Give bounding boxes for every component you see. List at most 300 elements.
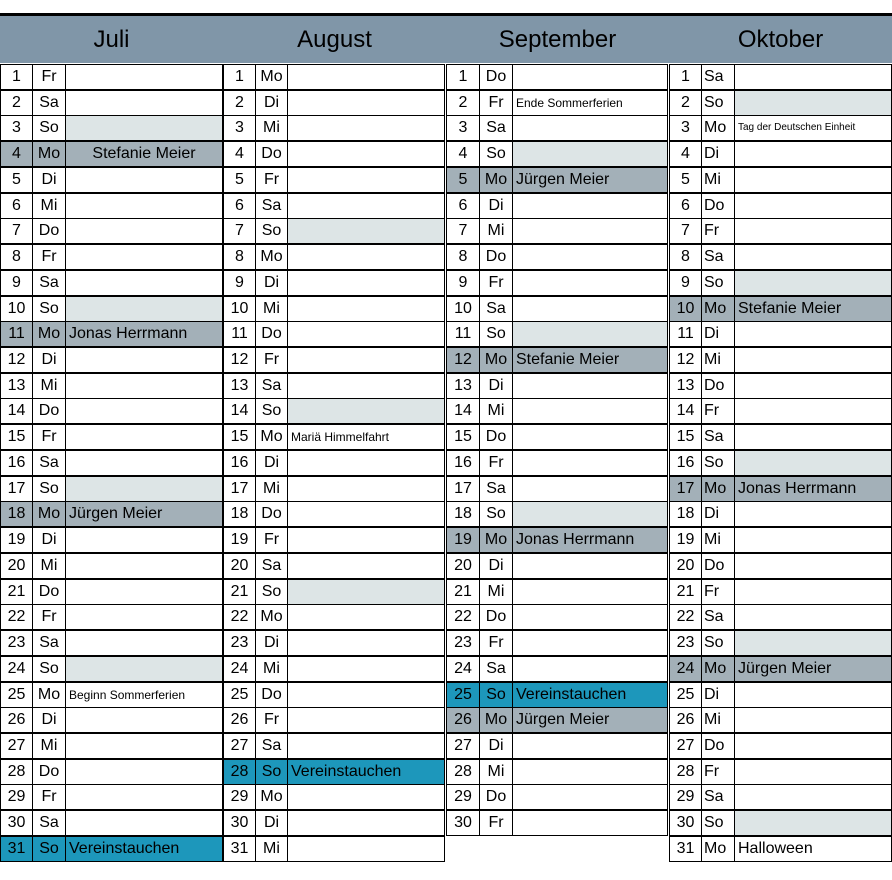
day-note bbox=[734, 373, 892, 399]
day-number: 28 bbox=[223, 759, 256, 785]
day-row bbox=[669, 296, 892, 322]
day-note bbox=[65, 604, 223, 630]
day-number: 20 bbox=[0, 553, 33, 579]
weekday: Mi bbox=[32, 733, 66, 759]
day-number: 18 bbox=[0, 501, 33, 527]
day-number: 27 bbox=[669, 733, 702, 759]
day-note bbox=[287, 373, 445, 399]
day-row bbox=[0, 759, 223, 785]
day-number: 6 bbox=[446, 193, 480, 219]
weekday: Mo bbox=[255, 604, 288, 630]
day-number: 5 bbox=[0, 167, 33, 193]
weekday: Mo bbox=[701, 656, 735, 682]
day-number: 22 bbox=[446, 604, 480, 630]
day-row bbox=[446, 373, 668, 399]
weekday: Mi bbox=[479, 218, 513, 244]
day-number: 4 bbox=[669, 141, 702, 167]
day-number: 11 bbox=[223, 321, 256, 347]
day-note bbox=[287, 141, 445, 167]
day-note bbox=[287, 707, 445, 733]
day-row bbox=[0, 682, 223, 708]
day-note bbox=[287, 784, 445, 810]
day-number: 21 bbox=[669, 579, 702, 605]
weekday: Di bbox=[32, 347, 66, 373]
day-number: 22 bbox=[669, 604, 702, 630]
day-row bbox=[669, 90, 892, 116]
day-note: Stefanie Meier bbox=[65, 141, 223, 167]
weekday: So bbox=[701, 450, 735, 476]
day-row bbox=[223, 373, 445, 399]
day-note bbox=[512, 810, 668, 836]
day-number: 12 bbox=[0, 347, 33, 373]
day-note bbox=[65, 707, 223, 733]
day-row bbox=[669, 630, 892, 656]
day-number: 16 bbox=[669, 450, 702, 476]
day-note bbox=[287, 501, 445, 527]
weekday: Mo bbox=[479, 707, 513, 733]
day-note bbox=[287, 733, 445, 759]
day-row bbox=[446, 141, 668, 167]
day-row bbox=[446, 218, 668, 244]
day-row bbox=[0, 321, 223, 347]
weekday: Di bbox=[255, 630, 288, 656]
day-row bbox=[669, 836, 892, 862]
day-row bbox=[669, 707, 892, 733]
day-row bbox=[446, 424, 668, 450]
weekday: Mi bbox=[255, 115, 288, 141]
day-note bbox=[512, 193, 668, 219]
day-row bbox=[0, 115, 223, 141]
weekday: Sa bbox=[255, 733, 288, 759]
day-number: 23 bbox=[669, 630, 702, 656]
weekday: Sa bbox=[701, 244, 735, 270]
day-row bbox=[669, 347, 892, 373]
day-row bbox=[669, 579, 892, 605]
day-row bbox=[0, 630, 223, 656]
day-number: 14 bbox=[669, 398, 702, 424]
weekday: Do bbox=[701, 373, 735, 399]
day-note: Vereinstauchen bbox=[65, 836, 223, 862]
day-row bbox=[223, 90, 445, 116]
day-row bbox=[223, 501, 445, 527]
day-number: 24 bbox=[669, 656, 702, 682]
weekday: Di bbox=[479, 553, 513, 579]
month-title-august: August bbox=[297, 26, 372, 53]
day-note: Ende Sommerferien bbox=[512, 90, 668, 116]
day-row bbox=[446, 733, 668, 759]
day-row bbox=[669, 64, 892, 90]
weekday: Mi bbox=[255, 476, 288, 502]
day-row bbox=[446, 64, 668, 90]
weekday: Mi bbox=[701, 347, 735, 373]
month-title-juli: Juli bbox=[93, 26, 130, 53]
day-row bbox=[223, 476, 445, 502]
day-note bbox=[734, 450, 892, 476]
day-number: 28 bbox=[0, 759, 33, 785]
weekday: Mi bbox=[255, 836, 288, 862]
weekday: Fr bbox=[32, 784, 66, 810]
weekday: So bbox=[32, 836, 66, 862]
day-row bbox=[223, 398, 445, 424]
day-row bbox=[0, 270, 223, 296]
day-note bbox=[287, 296, 445, 322]
day-note: Jürgen Meier bbox=[512, 707, 668, 733]
weekday: So bbox=[701, 810, 735, 836]
day-number: 26 bbox=[0, 707, 33, 733]
weekday: Mo bbox=[32, 682, 66, 708]
weekday: Fr bbox=[32, 64, 66, 90]
weekday: Mi bbox=[32, 193, 66, 219]
day-note bbox=[287, 64, 445, 90]
day-note bbox=[65, 527, 223, 553]
day-number: 28 bbox=[669, 759, 702, 785]
day-number: 9 bbox=[223, 270, 256, 296]
day-note: Jonas Herrmann bbox=[512, 527, 668, 553]
day-number: 15 bbox=[669, 424, 702, 450]
day-number: 1 bbox=[446, 64, 480, 90]
weekday: Sa bbox=[255, 193, 288, 219]
weekday: Di bbox=[32, 527, 66, 553]
day-note bbox=[287, 270, 445, 296]
day-row bbox=[223, 553, 445, 579]
day-number: 7 bbox=[223, 218, 256, 244]
day-note bbox=[512, 321, 668, 347]
day-row bbox=[223, 193, 445, 219]
weekday: Mi bbox=[255, 296, 288, 322]
day-note: Jürgen Meier bbox=[734, 656, 892, 682]
day-number: 4 bbox=[223, 141, 256, 167]
day-note bbox=[287, 347, 445, 373]
day-row bbox=[0, 784, 223, 810]
day-row bbox=[0, 527, 223, 553]
day-row bbox=[223, 630, 445, 656]
day-row bbox=[223, 707, 445, 733]
day-number: 29 bbox=[223, 784, 256, 810]
weekday: Do bbox=[255, 321, 288, 347]
weekday: Fr bbox=[255, 707, 288, 733]
weekday: Mo bbox=[255, 64, 288, 90]
day-number: 24 bbox=[0, 656, 33, 682]
day-number: 9 bbox=[446, 270, 480, 296]
day-number: 15 bbox=[223, 424, 256, 450]
day-note bbox=[287, 244, 445, 270]
weekday: So bbox=[255, 218, 288, 244]
day-number: 13 bbox=[669, 373, 702, 399]
month-title-oktober: Oktober bbox=[737, 26, 824, 53]
day-note bbox=[512, 476, 668, 502]
day-note bbox=[734, 707, 892, 733]
day-number: 16 bbox=[223, 450, 256, 476]
day-row bbox=[0, 579, 223, 605]
day-number: 11 bbox=[669, 321, 702, 347]
day-row bbox=[446, 476, 668, 502]
day-row bbox=[669, 501, 892, 527]
weekday: So bbox=[479, 501, 513, 527]
day-row bbox=[669, 193, 892, 219]
weekday: Sa bbox=[32, 90, 66, 116]
day-row bbox=[0, 244, 223, 270]
day-note bbox=[65, 630, 223, 656]
day-number: 15 bbox=[446, 424, 480, 450]
day-note bbox=[287, 656, 445, 682]
day-number: 9 bbox=[0, 270, 33, 296]
weekday: Fr bbox=[32, 424, 66, 450]
day-note bbox=[287, 167, 445, 193]
day-note bbox=[65, 398, 223, 424]
weekday: Mo bbox=[255, 244, 288, 270]
day-row bbox=[446, 90, 668, 116]
day-row bbox=[223, 424, 445, 450]
day-number: 27 bbox=[223, 733, 256, 759]
day-number: 10 bbox=[223, 296, 256, 322]
day-note bbox=[65, 424, 223, 450]
day-row bbox=[669, 218, 892, 244]
weekday: Mo bbox=[479, 527, 513, 553]
day-number: 11 bbox=[446, 321, 480, 347]
day-number: 17 bbox=[446, 476, 480, 502]
day-number: 12 bbox=[223, 347, 256, 373]
day-note bbox=[512, 501, 668, 527]
day-number: 18 bbox=[223, 501, 256, 527]
weekday: So bbox=[479, 141, 513, 167]
weekday: Di bbox=[255, 270, 288, 296]
day-row bbox=[669, 527, 892, 553]
day-number: 28 bbox=[446, 759, 480, 785]
day-row bbox=[446, 630, 668, 656]
month-title-september: September bbox=[498, 26, 617, 53]
day-row bbox=[669, 553, 892, 579]
day-number: 7 bbox=[669, 218, 702, 244]
weekday: Fr bbox=[701, 579, 735, 605]
day-row bbox=[446, 167, 668, 193]
day-note bbox=[734, 90, 892, 116]
day-number: 13 bbox=[223, 373, 256, 399]
day-row bbox=[669, 476, 892, 502]
weekday: So bbox=[32, 296, 66, 322]
day-note: Jonas Herrmann bbox=[734, 476, 892, 502]
day-row bbox=[0, 553, 223, 579]
weekday: Di bbox=[479, 733, 513, 759]
weekday: Fr bbox=[32, 244, 66, 270]
day-number: 16 bbox=[0, 450, 33, 476]
day-row bbox=[223, 656, 445, 682]
day-number: 7 bbox=[446, 218, 480, 244]
day-note bbox=[65, 810, 223, 836]
day-note bbox=[512, 656, 668, 682]
day-note bbox=[287, 810, 445, 836]
day-number: 2 bbox=[669, 90, 702, 116]
day-note bbox=[734, 630, 892, 656]
day-number: 1 bbox=[223, 64, 256, 90]
weekday: Di bbox=[255, 90, 288, 116]
weekday: So bbox=[32, 476, 66, 502]
weekday: Do bbox=[32, 398, 66, 424]
day-row bbox=[0, 836, 223, 862]
day-note bbox=[287, 836, 445, 862]
day-note: Jürgen Meier bbox=[65, 501, 223, 527]
day-note bbox=[512, 218, 668, 244]
weekday: Di bbox=[701, 501, 735, 527]
weekday: Di bbox=[701, 682, 735, 708]
day-number: 23 bbox=[0, 630, 33, 656]
day-row bbox=[0, 810, 223, 836]
weekday: So bbox=[701, 90, 735, 116]
weekday: Mo bbox=[701, 296, 735, 322]
day-row bbox=[669, 656, 892, 682]
day-note bbox=[287, 218, 445, 244]
day-number: 2 bbox=[446, 90, 480, 116]
weekday: Do bbox=[701, 193, 735, 219]
day-note bbox=[512, 630, 668, 656]
day-note bbox=[734, 270, 892, 296]
day-row bbox=[446, 527, 668, 553]
day-number: 8 bbox=[0, 244, 33, 270]
day-row bbox=[669, 167, 892, 193]
day-note bbox=[287, 579, 445, 605]
day-number: 10 bbox=[0, 296, 33, 322]
day-number: 23 bbox=[223, 630, 256, 656]
day-row bbox=[223, 759, 445, 785]
weekday: Sa bbox=[32, 450, 66, 476]
day-number: 10 bbox=[669, 296, 702, 322]
day-row bbox=[669, 604, 892, 630]
day-note bbox=[734, 321, 892, 347]
weekday: Mi bbox=[32, 553, 66, 579]
day-number: 31 bbox=[669, 836, 702, 862]
day-row bbox=[446, 579, 668, 605]
weekday: Do bbox=[32, 579, 66, 605]
weekday: Mo bbox=[32, 321, 66, 347]
day-number: 14 bbox=[446, 398, 480, 424]
weekday: Mo bbox=[32, 501, 66, 527]
weekday: Fr bbox=[479, 450, 513, 476]
day-note bbox=[734, 553, 892, 579]
weekday: Do bbox=[255, 141, 288, 167]
weekday: Do bbox=[255, 682, 288, 708]
day-note bbox=[512, 424, 668, 450]
day-number: 19 bbox=[446, 527, 480, 553]
day-note bbox=[65, 218, 223, 244]
day-note bbox=[512, 64, 668, 90]
day-note bbox=[65, 347, 223, 373]
day-note bbox=[65, 476, 223, 502]
day-number: 15 bbox=[0, 424, 33, 450]
day-number: 19 bbox=[0, 527, 33, 553]
day-row bbox=[223, 450, 445, 476]
day-row bbox=[223, 347, 445, 373]
day-number: 3 bbox=[669, 115, 702, 141]
weekday: Fr bbox=[255, 347, 288, 373]
day-note bbox=[287, 321, 445, 347]
weekday: So bbox=[479, 321, 513, 347]
day-note bbox=[512, 553, 668, 579]
day-note bbox=[287, 553, 445, 579]
day-note bbox=[734, 244, 892, 270]
weekday: Di bbox=[255, 450, 288, 476]
day-number: 26 bbox=[223, 707, 256, 733]
day-row bbox=[223, 836, 445, 862]
day-row bbox=[446, 553, 668, 579]
day-number: 9 bbox=[669, 270, 702, 296]
day-note bbox=[734, 579, 892, 605]
day-row bbox=[223, 244, 445, 270]
day-note bbox=[65, 64, 223, 90]
weekday: Fr bbox=[701, 218, 735, 244]
day-row bbox=[223, 141, 445, 167]
day-row bbox=[0, 424, 223, 450]
day-row bbox=[669, 810, 892, 836]
day-note bbox=[734, 527, 892, 553]
day-row bbox=[446, 604, 668, 630]
day-number: 6 bbox=[669, 193, 702, 219]
day-number: 10 bbox=[446, 296, 480, 322]
weekday: Mo bbox=[479, 167, 513, 193]
day-row bbox=[669, 141, 892, 167]
day-row bbox=[446, 347, 668, 373]
day-note bbox=[287, 115, 445, 141]
day-row bbox=[223, 527, 445, 553]
day-note bbox=[512, 398, 668, 424]
day-row bbox=[0, 218, 223, 244]
day-number: 3 bbox=[446, 115, 480, 141]
day-note bbox=[65, 244, 223, 270]
day-row bbox=[446, 784, 668, 810]
day-number: 30 bbox=[669, 810, 702, 836]
weekday: Mo bbox=[255, 424, 288, 450]
day-row bbox=[669, 398, 892, 424]
day-row bbox=[0, 296, 223, 322]
day-number: 20 bbox=[446, 553, 480, 579]
day-row bbox=[223, 64, 445, 90]
day-note bbox=[287, 682, 445, 708]
day-number: 22 bbox=[0, 604, 33, 630]
day-number: 8 bbox=[223, 244, 256, 270]
day-note bbox=[65, 553, 223, 579]
weekday: Sa bbox=[701, 424, 735, 450]
day-row bbox=[669, 733, 892, 759]
day-note bbox=[65, 784, 223, 810]
weekday: Mo bbox=[479, 347, 513, 373]
day-row bbox=[0, 141, 223, 167]
day-number: 4 bbox=[446, 141, 480, 167]
day-row bbox=[223, 167, 445, 193]
day-note bbox=[287, 630, 445, 656]
weekday: Mi bbox=[32, 373, 66, 399]
day-number: 17 bbox=[0, 476, 33, 502]
day-note bbox=[65, 296, 223, 322]
day-number: 27 bbox=[0, 733, 33, 759]
day-note bbox=[65, 270, 223, 296]
day-number: 4 bbox=[0, 141, 33, 167]
weekday: Mi bbox=[701, 527, 735, 553]
weekday: Mi bbox=[479, 579, 513, 605]
day-row bbox=[446, 193, 668, 219]
day-number: 21 bbox=[223, 579, 256, 605]
day-number: 24 bbox=[446, 656, 480, 682]
day-row bbox=[223, 218, 445, 244]
day-row bbox=[223, 784, 445, 810]
weekday: Mo bbox=[255, 784, 288, 810]
weekday: Mo bbox=[701, 836, 735, 862]
day-number: 18 bbox=[669, 501, 702, 527]
day-row bbox=[0, 373, 223, 399]
day-note bbox=[512, 115, 668, 141]
day-row bbox=[223, 321, 445, 347]
day-row bbox=[446, 759, 668, 785]
day-number: 26 bbox=[446, 707, 480, 733]
day-number: 2 bbox=[223, 90, 256, 116]
day-note bbox=[734, 733, 892, 759]
